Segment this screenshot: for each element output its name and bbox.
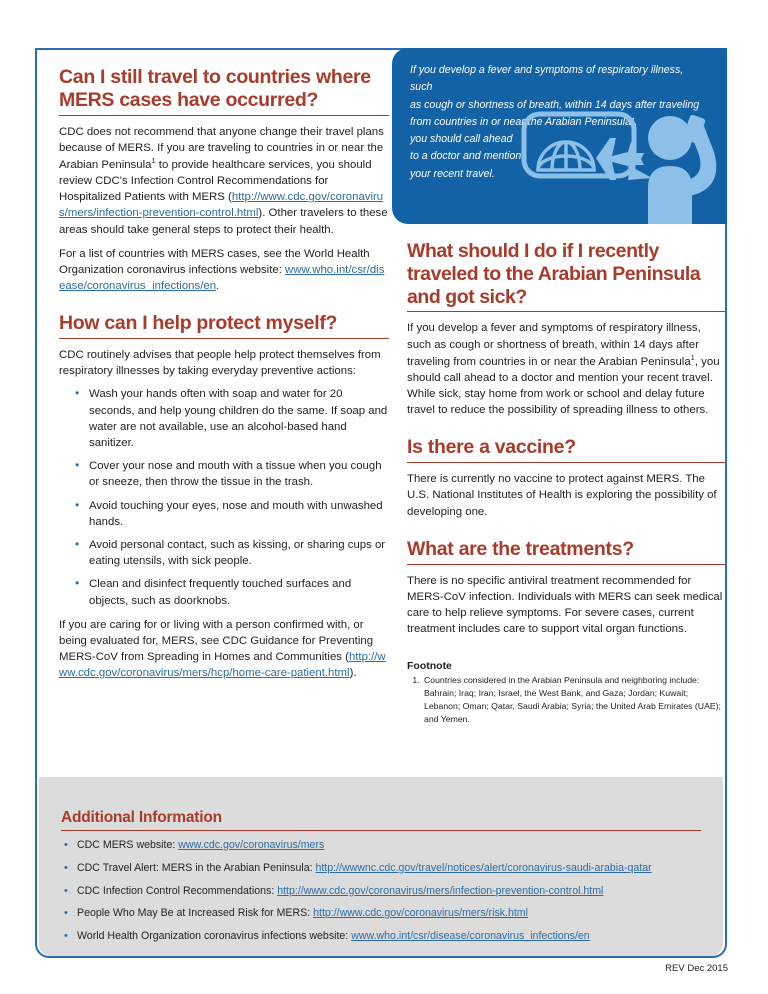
heading-protect-myself: How can I help protect myself? (59, 312, 389, 339)
travel-para-text-b: to provide healthcare services, you should review CDC's Infection Control Recommendations for Hospitalized Patients with MERS ( (59, 158, 372, 204)
list-item (77, 839, 717, 853)
callout-line: If you develop a fever and symptoms of respiratory illness, such (410, 64, 684, 94)
link-home-care-patient[interactable]: http://www.cdc.gov/coronavirus/mers/hcp/home-care-patient.html (59, 651, 386, 680)
link-who-coronavirus-infections[interactable]: www.who.int/csr/disease/coronavirus_infections/en (59, 263, 385, 293)
list-item: • Avoid touching your eyes, nose and mouth with unwashed hands. (89, 498, 389, 530)
footnote-marker-1: 1 (151, 156, 156, 165)
heading-additional-information: Additional Information (61, 809, 701, 831)
footnote-list (407, 674, 725, 726)
who-para-text-a: For a list of countries with MERS cases, see the World Health Organization coronavirus infections website: (59, 247, 370, 276)
paragraph-travel-recommendation (59, 124, 389, 238)
footnote-marker-1: 1 (690, 352, 695, 362)
travel-para-text-c: ). Other travelers to these areas should take general steps to protect their health. (59, 207, 388, 236)
link-cdc-infection-control[interactable]: http://www.cdc.gov/coronavirus/mers/infection-prevention-control.html (277, 884, 604, 897)
list-item (77, 862, 717, 876)
callout-line: from countries in or near the Arabian Peninsula¹, (410, 115, 638, 128)
link-cdc-mers-website[interactable]: www.cdc.gov/coronavirus/mers (178, 839, 325, 851)
heading-recently-traveled: What should I do if I recently traveled to the Arabian Peninsula and got sick? (407, 240, 725, 312)
link-cdc-increased-risk[interactable]: http://www.cdc.gov/coronavirus/mers/risk.html (313, 907, 528, 920)
home-care-text-b: ). (349, 667, 357, 680)
list-preventive-actions (59, 386, 389, 608)
who-para-text-b: . (216, 280, 220, 293)
link-infection-prevention-control[interactable]: http://www.cdc.gov/coronavirus/mers/infection-prevention-control.html (59, 191, 384, 220)
callout-line: as cough or shortness of breath, within 14 days after traveling (410, 98, 700, 111)
traveled-text-a: If you develop a fever and symptoms of respiratory illness, such as cough or shortness of breath, within 14 days after traveling from countries in or near the Arabian Peninsula (407, 322, 701, 368)
left-column (59, 66, 389, 681)
addl-label: CDC Travel Alert: MERS in the Arabian Peninsula: (77, 861, 316, 874)
addl-label: CDC MERS website: (77, 839, 179, 851)
footnote-item: 1. Countries considered in the Arabian Peninsula and neighboring include: Bahrain; Iraq; Iran; Israel, the West Bank, and Gaza; Jordan; Kuwait; Lebanon; Oman; Qatar, Saudi Arabia; Syria; the United Arab Emirates (UAE); and Yemen. (422, 674, 725, 726)
heading-treatments: What are the treatments? (407, 538, 725, 565)
traveled-text-b: , you should call ahead to a doctor and mention your recent travel. While sick, stay home from work or school and delay future travel to reduce the possibility of spreading illness to others. (407, 355, 720, 417)
paragraph-vaccine: There is currently no vaccine to protect against MERS. The U.S. National Institutes of Health is exploring the possibility of developing one. (407, 473, 717, 518)
list-item: • Cover your nose and mouth with a tissue when you cough or sneeze, then throw the tissue in the trash. (89, 458, 389, 490)
list-item: • Clean and disinfect frequently touched surfaces and objects, such as doorknobs. (89, 576, 389, 608)
list-item: • Avoid personal contact, such as kissing, or sharing cups or eating utensils, with sick people. (89, 537, 389, 569)
additional-information-band (39, 777, 723, 956)
heading-travel-question: Can I still travel to countries where MERS cases have occurred? (59, 66, 389, 116)
link-cdc-travel-alert[interactable]: http://wwwnc.cdc.gov/travel/notices/alert/coronavirus-saudi-arabia-qatar (315, 861, 652, 874)
paragraph-home-care-guidance (59, 617, 389, 682)
travel-para-text-a: CDC does not recommend that anyone change their travel plans because of MERS. If you are traveling to countries in or near the Arabian Peninsula (59, 125, 384, 171)
link-who-coronavirus-infections-footer[interactable]: www.who.int/csr/disease/coronavirus_infections/en (351, 930, 590, 943)
paragraph-treatments: There is no specific antiviral treatment recommended for MERS-CoV infection. Individuals with MERS can seek medical care to help relieve symptoms. For severe cases, current treatment includes care to support vital organ functions. (407, 574, 723, 636)
list-item (77, 885, 717, 899)
paragraph-who-country-list (59, 246, 389, 295)
list-item: • Wash your hands often with soap and water for 20 seconds, and help young children do the same. If soap and water are not available, use an alcohol-based hand sanitizer. (89, 386, 389, 451)
footnote-block (407, 660, 725, 726)
addl-label: CDC Infection Control Recommendations: (77, 884, 278, 897)
list-additional-information (77, 839, 717, 953)
page-border-frame (35, 48, 727, 958)
list-item (77, 930, 717, 944)
addl-label: World Health Organization coronavirus infections website: (77, 930, 352, 943)
callout-line: you should call ahead (410, 133, 513, 146)
callout-spacer (407, 50, 725, 240)
addl-label: People Who May Be at Increased Risk for MERS: (77, 907, 314, 920)
callout-line: to a doctor and mention (410, 150, 522, 163)
right-column (407, 50, 725, 637)
home-care-text-a: If you are caring for or living with a person confirmed with, or being evaluated for, MERS, see CDC Guidance for Preventing MERS-CoV from Spreading in Homes and Communities ( (59, 618, 374, 664)
main-content-area (37, 50, 725, 777)
revision-date: REV Dec 2015 (665, 963, 728, 974)
list-item (77, 907, 717, 921)
footnote-title: Footnote (407, 660, 452, 672)
paragraph-preventive-intro: CDC routinely advises that people help protect themselves from respiratory illnesses by taking everyday preventive actions: (59, 349, 381, 378)
callout-line: your recent travel. (410, 167, 495, 180)
heading-vaccine: Is there a vaccine? (407, 436, 725, 463)
paragraph-recently-traveled (407, 320, 725, 418)
